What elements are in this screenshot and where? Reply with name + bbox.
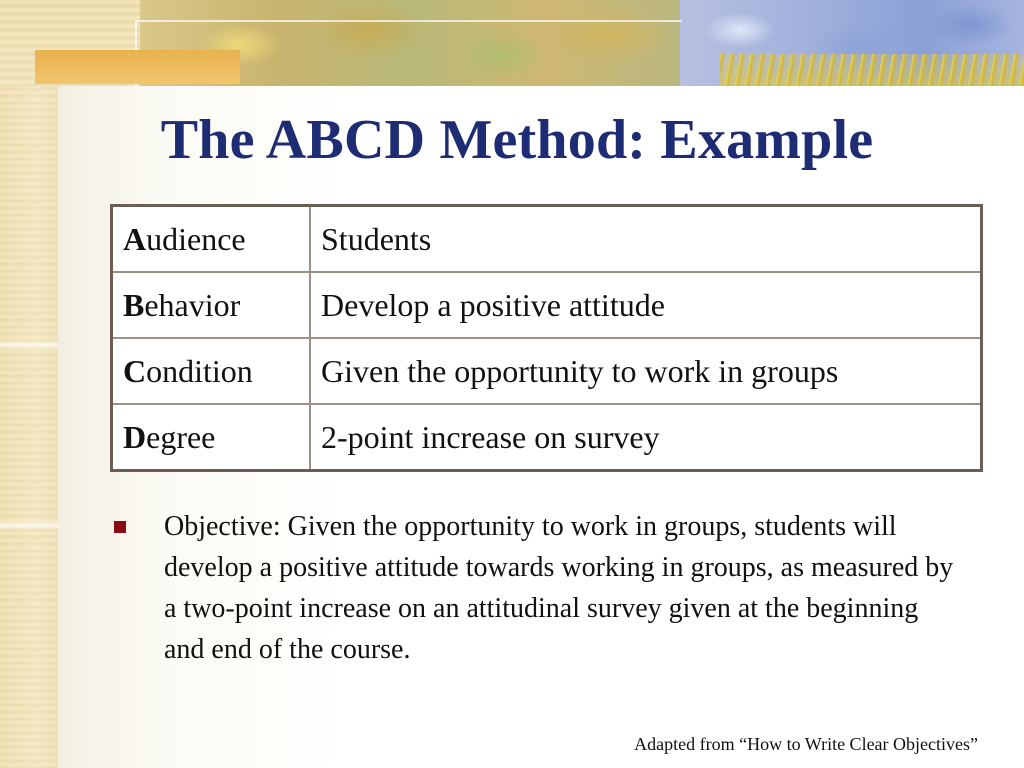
term-rest: udience xyxy=(146,220,246,257)
term-cell xyxy=(112,272,311,338)
square-bullet-icon xyxy=(114,521,126,533)
slide-title: The ABCD Method: Example xyxy=(160,109,874,171)
term-rest: ondition xyxy=(146,352,253,389)
term-initial: D xyxy=(123,418,147,455)
value-cell: Develop a positive attitude xyxy=(310,272,982,338)
grass-collage-segment xyxy=(720,54,1024,86)
abcd-table xyxy=(110,204,983,472)
term-rest: ehavior xyxy=(144,286,241,323)
term-rest: egree xyxy=(146,418,216,455)
term-cell xyxy=(112,338,311,404)
table-row xyxy=(112,338,982,404)
term-initial: B xyxy=(123,286,145,323)
term-cell xyxy=(112,206,311,273)
table-row xyxy=(112,206,982,273)
value-cell: 2-point increase on survey xyxy=(310,404,982,471)
objective-bullet xyxy=(114,506,954,670)
source-footer: Adapted from “How to Write Clear Objectives” xyxy=(634,734,978,754)
term-initial: C xyxy=(123,352,147,389)
term-cell xyxy=(112,404,311,471)
table-row xyxy=(112,404,982,471)
term-initial: A xyxy=(123,220,147,257)
value-cell: Given the opportunity to work in groups xyxy=(310,338,982,404)
orange-accent-bar xyxy=(35,50,240,84)
table-row xyxy=(112,272,982,338)
objective-text: Objective: Given the opportunity to work in groups, students will develop a positive attitude towards working in groups, as measured by a two-point increase on an attitudinal survey given at the beginning and end of the course. xyxy=(164,511,954,665)
top-decorative-band xyxy=(0,0,1024,86)
value-cell: Students xyxy=(310,206,982,273)
